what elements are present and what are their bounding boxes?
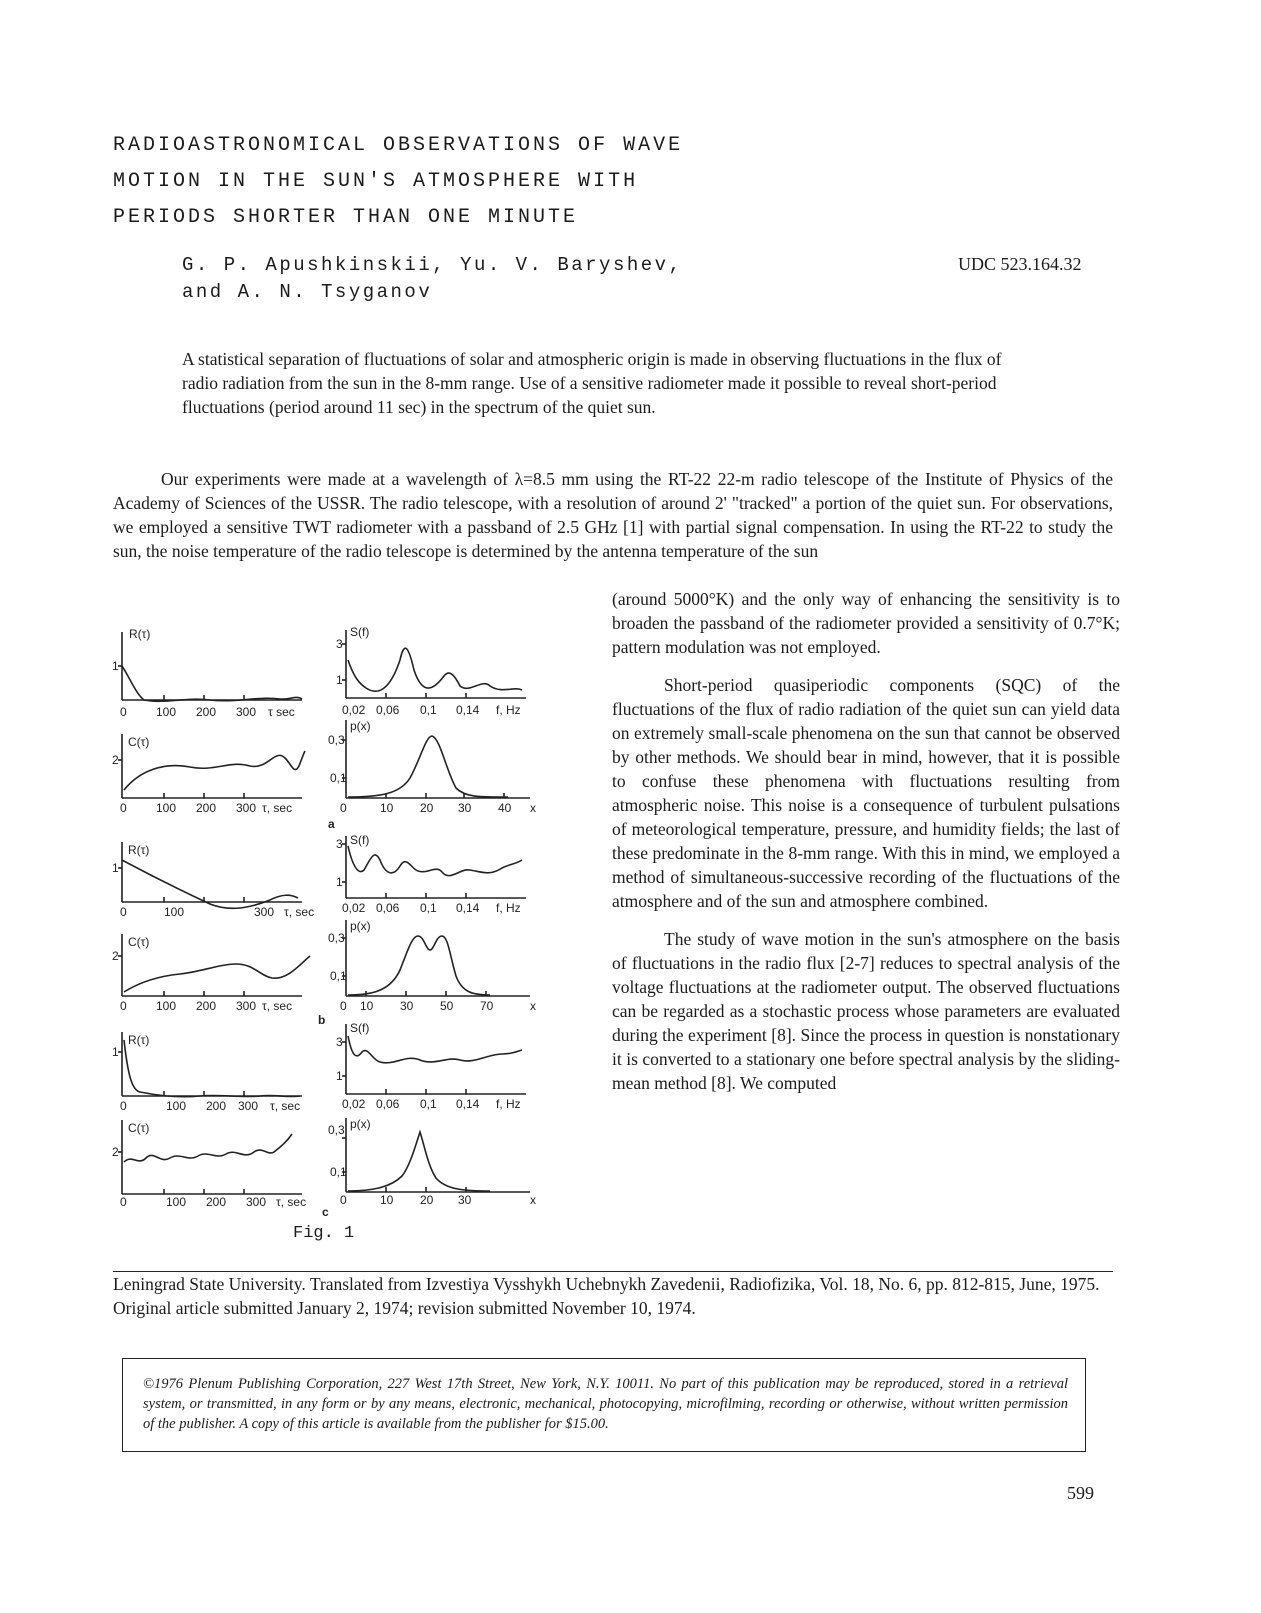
- xtick-0: 0: [120, 1195, 127, 1209]
- xtick-200: 200: [206, 1195, 227, 1209]
- xtick-0.06: 0,06: [376, 901, 400, 915]
- figure-1: [110, 620, 550, 1220]
- body-paragraph-1: [113, 467, 1113, 563]
- xtick-300: 300: [238, 1099, 259, 1113]
- copyright-text: ©1976 Plenum Publishing Corporation, 227 West 17th Street, New York, N.Y. 10011. No part of this publication may be reproduced, stored in a retrieval system, or transmitted, in any form or by any means, electronic, mechanical, photocopying, microfilming, recording or otherwise, without written permission of the publisher. A copy of this article is available from the publisher for $15.00.: [143, 1376, 1068, 1432]
- right-column: [612, 587, 1120, 1109]
- curve-R-a: [122, 666, 302, 701]
- figure-caption: Fig. 1: [293, 1224, 355, 1243]
- plot-c-R: [112, 1032, 302, 1113]
- xlabel-tau: τ, sec: [276, 1195, 307, 1209]
- xtick-100: 100: [156, 999, 177, 1013]
- ytick-0.1: 0,1: [330, 1165, 347, 1179]
- panel-label-a: a: [328, 817, 335, 831]
- curve-S-a: [348, 648, 522, 691]
- udc-code: UDC 523.164.32: [958, 254, 1082, 274]
- xlabel-tau: τ, sec: [284, 905, 315, 919]
- ylabel-p: p(x): [350, 719, 371, 733]
- curve-S-c: [348, 1036, 522, 1063]
- ylabel-R: R(τ): [128, 1033, 150, 1047]
- xtick-100: 100: [156, 801, 177, 815]
- ytick-0.3: 0,3: [328, 733, 345, 747]
- xlabel-x: x: [530, 801, 536, 815]
- xtick-0.1: 0,1: [420, 703, 437, 717]
- xlabel-tau: τ, sec: [262, 801, 293, 815]
- body-paragraph-1-continued: (around 5000°K) and the only way of enhancing the sensitivity is to broaden the passband of the radiometer provided a sensitivity of 0.7°K; pattern modulation was not employed.: [612, 589, 1120, 657]
- body-paragraph-2: Short-period quasiperiodic components (SQC) of the fluctuations of the flux of radio radiation of the quiet sun can yield data on extremely small-scale phenomena on the sun that cannot be observed by other methods. We should bear in mind, however, that it is possible to confuse these phenomena with fluctuations resulting from atmospheric noise. This noise is a consequence of turbulent pulsations of meteorological temperature, pressure, and humidity fields; the last of these predominate in the 8-mm range. With this in mind, we employed a method of simultaneous-successive recording of the fluctuations of the atmosphere and of the sun and atmosphere combined.: [612, 675, 1120, 911]
- xtick-300: 300: [236, 801, 257, 815]
- copyright-box: [122, 1358, 1086, 1452]
- ylabel-C: C(τ): [128, 735, 150, 749]
- ytick-2: 2: [112, 753, 119, 767]
- ylabel-S: S(f): [350, 1021, 370, 1035]
- ylabel-p: p(x): [350, 1117, 371, 1131]
- plot-a-S: [336, 625, 526, 717]
- plot-b-R: [112, 842, 314, 919]
- body-paragraph-1-text: Our experiments were made at a wavelength of λ=8.5 mm using the RT-22 22-m radio telescope of the Institute of Physics of the Academy of Sciences of the USSR. The radio telescope, with a resolution of around 2' "tracked" a portion of the quiet sun. For observations, we employed a sensitive TWT radiometer with a passband of 2.5 GHz [1] with partial signal compensation. In using the RT-22 to study the sun, the noise temperature of the radio telescope is determined by the antenna temperature of the sun: [113, 469, 1113, 561]
- xtick-70: 70: [480, 999, 494, 1013]
- xtick-200: 200: [196, 801, 217, 815]
- xtick-0: 0: [340, 801, 347, 815]
- xtick-0: 0: [120, 801, 127, 815]
- xlabel-x: x: [530, 1193, 536, 1207]
- xlabel-tau: τ, sec: [270, 1099, 301, 1113]
- authors-line-1: G. P. Apushkinskii, Yu. V. Baryshev,: [182, 254, 683, 276]
- xtick-0.06: 0,06: [376, 1097, 400, 1111]
- xtick-300: 300: [246, 1195, 267, 1209]
- ytick-0.1: 0,1: [330, 771, 347, 785]
- curve-C-a: [124, 751, 305, 790]
- xtick-0: 0: [120, 905, 127, 919]
- panel-label-b: b: [318, 1013, 326, 1027]
- ytick-0.1: 0,1: [330, 969, 347, 983]
- curve-p-a: [348, 736, 508, 797]
- footnote: Leningrad State University. Translated from Izvestiya Vysshykh Uchebnykh Zavedenii, Radiofizika, Vol. 18, No. 6, pp. 812-815, June, 1975. Original article submitted January 2, 1974; revision submitted November 10, 1974.: [113, 1274, 1100, 1318]
- xtick-100: 100: [166, 1195, 187, 1209]
- xtick-300: 300: [254, 905, 275, 919]
- plot-a-R: [112, 627, 302, 719]
- xtick-0: 0: [120, 1099, 127, 1113]
- xtick-20: 20: [420, 1193, 434, 1207]
- ytick-1: 1: [112, 1045, 119, 1059]
- xtick-100: 100: [164, 905, 185, 919]
- ytick-2: 2: [112, 949, 119, 963]
- xtick-0.02: 0,02: [342, 901, 366, 915]
- plot-b-S: [336, 833, 526, 915]
- ytick-3: 3: [336, 637, 343, 651]
- ytick-1: 1: [112, 861, 119, 875]
- ylabel-C: C(τ): [128, 935, 150, 949]
- panel-label-c: c: [322, 1205, 329, 1219]
- xtick-100: 100: [156, 705, 177, 719]
- ylabel-p: p(x): [350, 919, 371, 933]
- curve-C-c: [124, 1134, 292, 1162]
- xtick-100: 100: [166, 1099, 187, 1113]
- curve-p-b: [348, 936, 490, 995]
- xtick-0: 0: [120, 999, 127, 1013]
- title-line-3: PERIODS SHORTER THAN ONE MINUTE: [113, 206, 579, 229]
- curve-p-c: [348, 1132, 490, 1191]
- ytick-1: 1: [336, 875, 343, 889]
- xtick-0.1: 0,1: [420, 1097, 437, 1111]
- page-number: 599: [1067, 1483, 1094, 1503]
- abstract: A statistical separation of fluctuations of solar and atmospheric origin is made in observing fluctuations in the flux of radio radiation from the sun in the 8-mm range. Use of a sensitive radiometer made it possible to reveal short-period fluctuations (period around 11 sec) in the spectrum of the quiet sun.: [182, 349, 1002, 417]
- xtick-50: 50: [440, 999, 454, 1013]
- xtick-30: 30: [458, 801, 472, 815]
- plot-a-C: [112, 734, 305, 815]
- xtick-10: 10: [360, 999, 374, 1013]
- ylabel-C: C(τ): [128, 1121, 150, 1135]
- xlabel-x: x: [530, 999, 536, 1013]
- xtick-0.06: 0,06: [376, 703, 400, 717]
- xtick-40: 40: [498, 801, 512, 815]
- ytick-0.3: 0,3: [328, 931, 345, 945]
- xtick-10: 10: [380, 1193, 394, 1207]
- ylabel-S: S(f): [350, 833, 370, 847]
- ytick-3: 3: [336, 1035, 343, 1049]
- xlabel-f: f, Hz: [496, 1097, 521, 1111]
- title-line-2: MOTION IN THE SUN'S ATMOSPHERE WITH: [113, 170, 639, 193]
- plot-b-p: [328, 919, 536, 1013]
- xtick-0: 0: [340, 999, 347, 1013]
- ytick-2: 2: [112, 1145, 119, 1159]
- xtick-10: 10: [380, 801, 394, 815]
- xtick-300: 300: [236, 705, 257, 719]
- ylabel-R: R(τ): [129, 627, 151, 641]
- plot-c-C: [112, 1120, 306, 1209]
- xtick-30: 30: [458, 1193, 472, 1207]
- ytick-1: 1: [112, 659, 119, 673]
- xtick-0.14: 0,14: [456, 901, 480, 915]
- plot-a-p: [328, 719, 536, 815]
- xlabel-tau: τ, sec: [262, 999, 293, 1013]
- plot-b-C: [112, 934, 310, 1013]
- xtick-0.1: 0,1: [420, 901, 437, 915]
- curve-S-b: [348, 846, 522, 876]
- xtick-20: 20: [420, 801, 434, 815]
- curve-C-b: [124, 956, 310, 992]
- ytick-1: 1: [336, 673, 343, 687]
- xtick-200: 200: [196, 999, 217, 1013]
- xtick-0: 0: [120, 705, 127, 719]
- article-title: [113, 128, 683, 236]
- xtick-300: 300: [236, 999, 257, 1013]
- xlabel-f: f, Hz: [496, 901, 521, 915]
- plot-c-S: [336, 1021, 526, 1111]
- xtick-0.02: 0,02: [342, 703, 366, 717]
- xlabel-f: f, Hz: [496, 703, 521, 717]
- ylabel-R: R(τ): [128, 843, 150, 857]
- plot-c-p: [328, 1117, 536, 1207]
- curve-R-b: [122, 860, 298, 908]
- xtick-200: 200: [206, 1099, 227, 1113]
- xtick-30: 30: [400, 999, 414, 1013]
- ytick-0.3: 0,3: [328, 1123, 345, 1137]
- xtick-0.02: 0,02: [342, 1097, 366, 1111]
- title-line-1: RADIOASTRONOMICAL OBSERVATIONS OF WAVE: [113, 134, 684, 157]
- ylabel-S: S(f): [350, 625, 370, 639]
- authors: [182, 252, 682, 306]
- xtick-0: 0: [340, 1193, 347, 1207]
- xlabel-tau: τ sec: [268, 705, 295, 719]
- xtick-0.14: 0,14: [456, 703, 480, 717]
- authors-line-2: and A. N. Tsyganov: [182, 281, 433, 303]
- ytick-3: 3: [336, 837, 343, 851]
- ytick-1: 1: [336, 1069, 343, 1083]
- curve-R-c: [124, 1040, 300, 1097]
- xtick-0.14: 0,14: [456, 1097, 480, 1111]
- body-paragraph-3: The study of wave motion in the sun's atmosphere on the basis of fluctuations in the radio flux [2-7] reduces to spectral analysis of the voltage fluctuations at the radiometer output. The observed fluctuations can be regarded as a stochastic process whose parameters are evaluated during the experiment [8]. Since the process in question is nonstationary it is converted to a stationary one before spectral analysis by the sliding-mean method [8]. We computed: [612, 929, 1120, 1093]
- xtick-200: 200: [196, 705, 217, 719]
